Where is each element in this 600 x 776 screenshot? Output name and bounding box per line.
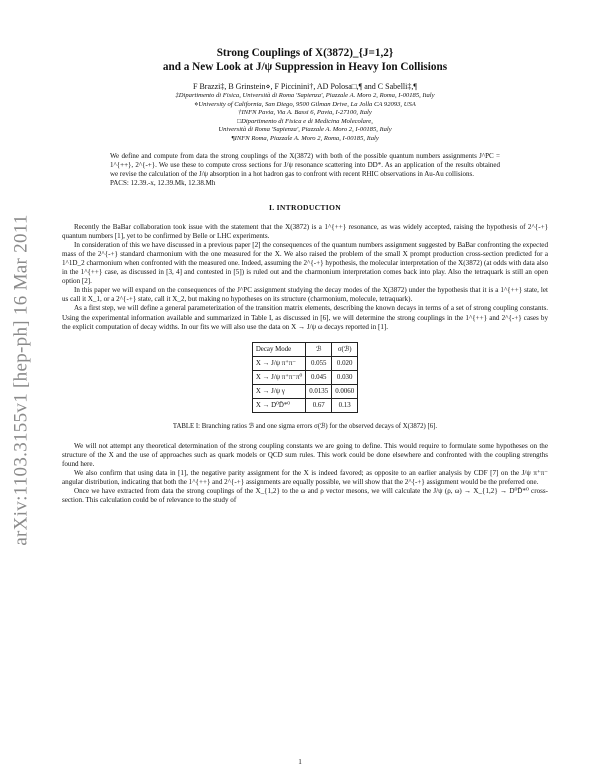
table-row <box>252 356 357 370</box>
affiliation: †INFN Pavia, Via A. Bassi 6, Pavia, I-27100, Italy <box>238 109 372 117</box>
table-cell: 0.0060 <box>332 384 358 398</box>
paper-page <box>62 46 548 505</box>
arxiv-stamp <box>4 150 40 610</box>
section-heading: I. INTRODUCTION <box>268 202 341 212</box>
body-paragraph: Recently the BaBar collaboration took issue with the statement that the X(3872) is a 1^{++} resonance, as was widely accepted, raising the hypothesis of 2^{-+} quantum numbers [1], yet to be confirmed by Belle or LHC experiments. <box>62 222 548 240</box>
affiliation: ¶INFN Roma, Piazzale A. Moro 2, Roma, I-00185, Italy <box>231 134 379 142</box>
table-header-cell: Decay Mode <box>252 342 305 356</box>
table-row <box>252 384 357 398</box>
body-paragraph: In consideration of this we have discussed in a previous paper [2] the consequences of the quantum numbers assignment suggested by BaBar confronting the expected mass of the 2^{-+} standard charmonium with the one measured for the X. We also raised the problem of the small X prompt production cross-section predicted for a 1^1D_2 charmonium when confronted with the measured one. Indeed, assuming the 2^{-+} hypothesis, the molecular interpretation of the X(3872) (at odds with data also in the 1^{++} case, as discussed in [3, 4] and contested in [5]) is ruled out and the charmonium interpretation comes back into play. Also the tetraquark is still an open option [2]. <box>62 240 548 286</box>
arxiv-id: arXiv:1103.3155v1 [hep-ph] 16 Mar 2011 <box>11 214 33 546</box>
table-cell: X → D⁰D̄*⁰ <box>252 398 305 412</box>
branching-ratio-table <box>252 342 358 413</box>
table-cell: X → J/ψ π⁺π⁻π⁰ <box>252 370 305 384</box>
table-cell: X → J/ψ γ <box>252 384 305 398</box>
title-line-2: and a New Look at J/ψ Suppression in Heavy Ion Collisions <box>162 61 448 73</box>
body-paragraph: Once we have extracted from data the strong couplings of the X_{1,2} to the ω and ρ vector mesons, we will calculate the J/ψ (ρ, ω) → X_{1,2} → D⁰D̄*⁰ cross-section. This calculation could be of relevance to the study of <box>62 487 548 505</box>
body-paragraph: We will not attempt any theoretical determination of the strong coupling constants we are going to define. This would require to formulate some hypotheses on the structure of the X and the use of approaches such as quark models or QCD sum rules. This work could be done elsewhere and confronted with the coupling strengths found here. <box>62 441 548 468</box>
affiliations <box>62 92 548 144</box>
page-number: 1 <box>298 758 302 766</box>
affiliation: ⋄University of California, San Diego, 9500 Gilman Drive, La Jolla CA 92093, USA <box>194 100 416 108</box>
pacs-codes: PACS: 12.39.-x, 12.39.Mk, 12.38.Mh <box>110 178 216 187</box>
affiliation: Università di Roma 'Sapienza', Piazzale A. Moro 2, I-00185, Italy <box>218 126 392 134</box>
table-header-row <box>252 342 357 356</box>
table-cell: 0.045 <box>306 370 332 384</box>
paper-title <box>62 46 548 74</box>
table-cell: 0.67 <box>306 398 332 412</box>
body-paragraph: We also confirm that using data in [1], the negative parity assignment for the X is indeed favored; as opposite to an earlier analysis by CDF [7] on the J/ψ π⁺π⁻ angular distribution, indicating that both the 1^{++} and 2^{-+} assignments are equally possible, we will show that the 2^{-+} assignment would be the preferred one. <box>62 468 548 487</box>
table-cell: 0.030 <box>332 370 358 384</box>
table-header-cell: ℬ <box>306 342 332 356</box>
table-row <box>252 370 357 384</box>
table-cell: 0.020 <box>332 356 358 370</box>
table-caption: TABLE I: Branching ratios ℬ and one sigma errors σ(ℬ) for the observed decays of X(3872) [6]. <box>172 422 438 430</box>
affiliation: □Dipartimento di Fisica e di Medicina Molecolare, <box>237 117 373 125</box>
abstract: We define and compute from data the strong couplings of the X(3872) with both of the possible quantum numbers assignments J^PC = 1^{++}, 2^{-+}. We use these to compute cross sections for J/ψ resonance scattering into DD*. As an application of the results obtained we revise the calculation of the J/ψ absorption in a hot hadron gas to confront with recent RHIC observations in Au-Au collisions. <box>110 151 500 178</box>
body-paragraph: In this paper we will expand on the consequences of the J^PC assignment studying the decay modes of the X(3872) under the hypothesis that it is a 1^{++} state, let us call it X_1, or a 2^{-+} state, call it X_2, but making no hypotheses on its structure (charmonium, molecule, tetraquark). <box>62 286 548 304</box>
title-line-1: Strong Couplings of X(3872)_{J=1,2} <box>216 47 394 59</box>
author-list: F Brazzi‡, B Grinstein⋄, F Piccinini†, AD Polosa□,¶ and C Sabelli‡,¶ <box>193 82 417 91</box>
table-cell: 0.13 <box>332 398 358 412</box>
table-row <box>252 398 357 412</box>
table-cell: 0.055 <box>306 356 332 370</box>
body-paragraph: As a first step, we will define a general parameterization of the transition matrix elements, describing the known decays in terms of a set of strong coupling constants. Using the experimental information available and summarized in Table I, as discussed in [6], we will determine the strong couplings in the 1^{++} and 2^{-+} cases by the explicit computation of decay widths. In our fits we will also use the data on X → J/ψ ω decays reported in [1]. <box>62 304 548 331</box>
table-cell: 0.0135 <box>306 384 332 398</box>
table-cell: X → J/ψ π⁺π⁻ <box>252 356 305 370</box>
affiliation: ‡Dipartimento di Fisica, Università di Roma 'Sapienza', Piazzale A. Moro 2, Roma, I-00185, Italy <box>175 92 435 99</box>
table-header-cell: σ(ℬ) <box>332 342 358 356</box>
